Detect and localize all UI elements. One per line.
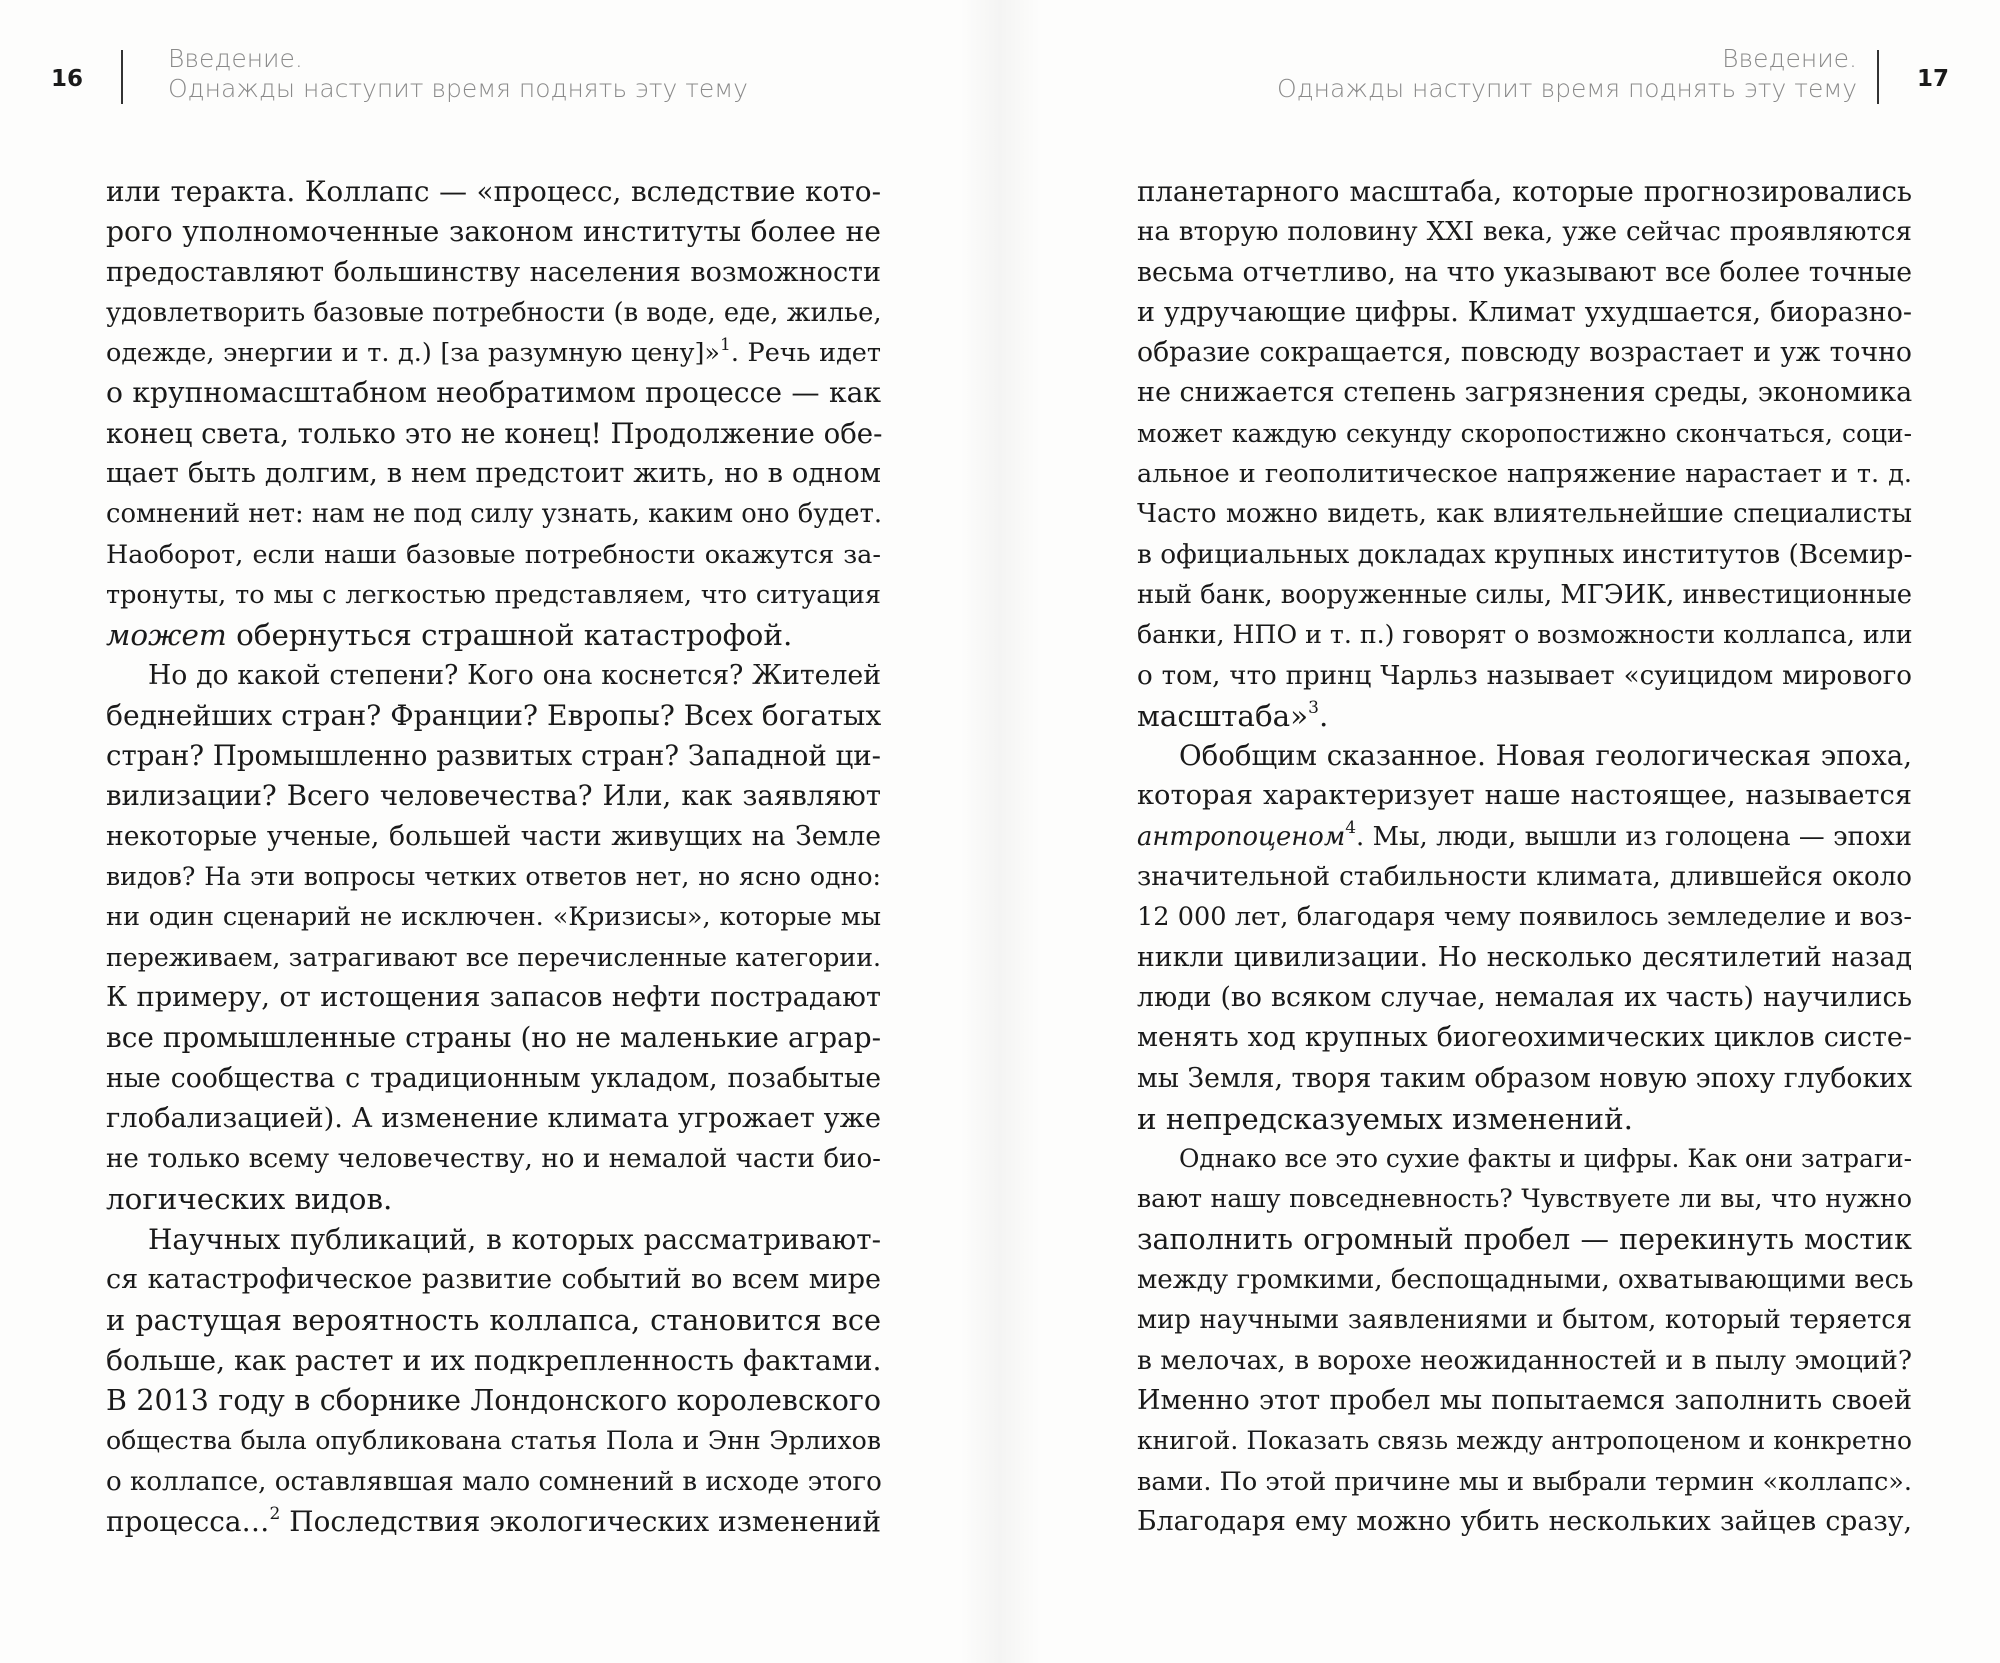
text-line: в официальных докладах крупных институтов (Всемир-: [1137, 538, 1913, 570]
text-line: образие сокращается, повсюду возрастает и уж точно: [1137, 337, 1912, 369]
footnote-ref[interactable]: 1: [720, 334, 731, 355]
text-line: ный банк, вооруженные силы, МГЭИК, инвестиционные: [1137, 579, 1913, 610]
text-line: вами. По этой причине мы и выбрали термин «коллапс».: [1137, 1466, 1912, 1497]
body-text-left: [106, 172, 881, 1542]
text-line: Благодаря ему можно убить нескольких зайцев сразу,: [1137, 1505, 1912, 1537]
text-line: банки, НПО и т. п.) говорят о возможности коллапса, или: [1137, 620, 1913, 650]
text-line: тронуты, то мы с легкостью представляем, что ситуация: [106, 579, 881, 610]
text-line: одежде, энергии и т. д.) [за разумную цену]»$^1$. Речь идет: [106, 334, 881, 369]
text-line: на вторую половину XXI века, уже сейчас проявляются: [1137, 217, 1912, 248]
text-line: логических видов.: [106, 1182, 393, 1217]
text-line: и удручающие цифры. Климат ухудшается, биоразно-: [1137, 296, 1912, 328]
text-line: менять ход крупных биогеохимических циклов систе-: [1137, 1022, 1912, 1054]
text-line: глобализацией). А изменение климата угрожает уже: [106, 1102, 881, 1134]
text-line: не снижается степень загрязнения среды, экономика: [1137, 377, 1913, 409]
right-page: [1000, 0, 2000, 1663]
text-line: удовлетворить базовые потребности (в воде, еде, жилье,: [106, 297, 882, 328]
running-head-line1: Введение.: [168, 44, 303, 73]
text-line: может каждую секунду скоропостижно скончаться, соци-: [1137, 418, 1912, 448]
text-line: не только всему человечеству, но и немалой части био-: [106, 1144, 881, 1175]
text-line: о том, что принц Чарльз называет «суицидом мирового: [1137, 660, 1912, 691]
text-line: может обернуться страшной катастрофой.: [106, 618, 793, 653]
text-line: больше, как растет и их подкрепленность фактами.: [106, 1343, 882, 1377]
text-line: все промышленные страны (но не маленькие аграр-: [106, 1021, 881, 1055]
text-line: ся катастрофическое развитие событий во всем мире: [106, 1264, 881, 1296]
text-line: переживаем, затрагивают все перечисленные категории.: [106, 942, 881, 972]
text-line: антропоценом$^4$. Мы, люди, вышли из голоцена — эпохи: [1137, 818, 1912, 852]
text-line: общества была опубликована статья Пола и Энн Эрлихов: [106, 1426, 881, 1456]
footnote-ref[interactable]: 2: [269, 1503, 281, 1524]
text-line: мир научными заявлениями и бытом, который теряется: [1137, 1305, 1912, 1336]
text-line: Наоборот, если наши базовые потребности окажутся за-: [106, 539, 881, 570]
text-line: стран? Промышленно развитых стран? Западной ци-: [106, 739, 881, 773]
text-line: Научных публикаций, в которых рассматривают-: [148, 1222, 881, 1256]
text-line: видов? На эти вопросы четких ответов нет, но ясно одно:: [106, 862, 881, 892]
text-line: в мелочах, в ворохе неожиданностей и в пылу эмоций?: [1137, 1344, 1912, 1376]
text-line: никли цивилизации. Но несколько десятилетий назад: [1137, 941, 1912, 973]
text-line: конец света, только это не конец! Продолжение обе-: [106, 416, 883, 450]
text-line: вилизации? Всего человечества? Или, как заявляют: [106, 779, 881, 813]
text-line: о крупномасштабном необратимом процессе — как: [106, 376, 881, 410]
text-line: В 2013 году в сборнике Лондонского королевского: [106, 1383, 881, 1417]
text-line: сомнений нет: нам не под силу узнать, каким оно будет.: [106, 499, 883, 530]
text-line: Часто можно видеть, как влиятельнейшие специалисты: [1137, 499, 1912, 530]
text-line: альное и геополитическое напряжение нарастает и т. д.: [1137, 459, 1912, 490]
text-line: и растущая вероятность коллапса, становится все: [106, 1303, 881, 1338]
body-text-right: [1137, 172, 1912, 1542]
italic-word: антропоценом: [1137, 821, 1346, 852]
text-line: Однако все это сухие факты и цифры. Как они затраги-: [1179, 1144, 1912, 1174]
text-line: Но до какой степени? Кого она коснется? Жителей: [148, 659, 881, 691]
running-head-right: [1277, 44, 1857, 104]
text-line: или теракта. Коллапс — «процесс, вследствие кото-: [106, 175, 881, 208]
text-line: рого уполномоченные законом институты более не: [106, 215, 881, 249]
page-number-left: 16: [51, 66, 84, 92]
text-line: щает быть долгим, в нем предстоит жить, но в одном: [106, 458, 881, 490]
text-line: вают нашу повседневность? Чувствуете ли вы, что нужно: [1137, 1184, 1912, 1214]
text-line: заполнить огромный пробел — перекинуть мостик: [1137, 1222, 1912, 1256]
header-rule-right: [1877, 50, 1879, 104]
text-line: о коллапсе, оставлявшая мало сомнений в исходе этого: [106, 1466, 882, 1497]
text-line: и непредсказуемых изменений.: [1137, 1101, 1634, 1136]
running-head-line2: Однажды наступит время поднять эту тему: [168, 74, 748, 103]
text-line: Именно этот пробел мы попытаемся заполнить своей: [1137, 1384, 1912, 1416]
text-line: предоставляют большинству населения возможности: [106, 256, 881, 288]
text-line: весьма отчетливо, на что указывают все более точные: [1137, 256, 1912, 288]
text-line: беднейших стран? Франции? Европы? Всех богатых: [106, 698, 882, 732]
page-number-right: 17: [1916, 66, 1949, 92]
text-line: 12 000 лет, благодаря чему появилось земледелие и воз-: [1137, 902, 1912, 933]
text-line: книгой. Показать связь между антропоценом и конкретно: [1137, 1426, 1912, 1456]
text-line: некоторые ученые, большей части живущих на Земле: [106, 820, 881, 852]
footnote-ref[interactable]: 4: [1345, 818, 1357, 839]
text-line: ные сообщества с традиционным укладом, позабытые: [106, 1062, 881, 1094]
italic-word: может: [106, 618, 227, 653]
text-line: К примеру, от истощения запасов нефти пострадают: [106, 981, 881, 1013]
footnote-ref[interactable]: 3: [1308, 698, 1319, 719]
text-line: ни один сценарий не исключен. «Кризисы», которые мы: [106, 902, 881, 933]
running-head-line2: Однажды наступит время поднять эту тему: [1277, 74, 1857, 103]
text-line: которая характеризует наше настоящее, называется: [1137, 780, 1912, 812]
running-head-left: [168, 44, 748, 104]
text-line: Обобщим сказанное. Новая геологическая эпоха,: [1179, 739, 1912, 773]
text-line: планетарного масштаба, которые прогнозировались: [1137, 175, 1912, 208]
text-line: между громкими, беспощадными, охватывающими весь: [1137, 1265, 1914, 1296]
header-rule-left: [121, 50, 123, 104]
text-line: процесса…$^2$ Последствия экологических изменений: [106, 1503, 881, 1538]
text-line: мы Земля, творя таким образом новую эпоху глубоких: [1137, 1062, 1912, 1094]
running-head-line1: Введение.: [1722, 44, 1857, 73]
text-line: люди (во всяком случае, немалая их часть) научились: [1137, 981, 1912, 1013]
text-line: масштаба»$^3$.: [1137, 698, 1329, 733]
text-line: значительной стабильности климата, длившейся около: [1137, 862, 1912, 893]
